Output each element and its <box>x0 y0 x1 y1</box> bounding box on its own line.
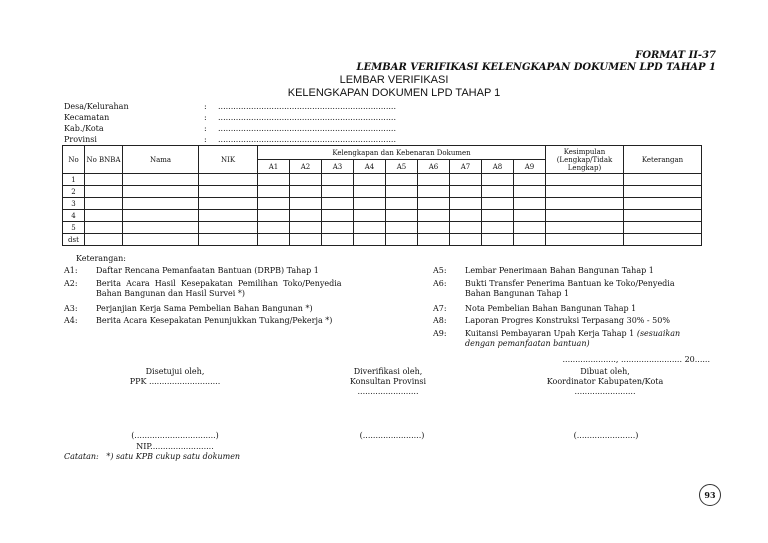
identity-blank: ...................................................................... <box>218 113 397 122</box>
format-subtitle: LEMBAR VERIFIKASI KELENGKAPAN DOKUMEN LPD TAHAP 1 <box>356 62 716 73</box>
table-row <box>63 198 702 210</box>
konsultan-title: Konsultan Provinsi <box>349 377 427 386</box>
ppk-role: Disetujui oleh, <box>145 367 205 376</box>
table-row <box>63 186 702 198</box>
row-number: 5 <box>63 222 85 234</box>
note-a5 <box>433 266 723 276</box>
col-header-kesimpulan: Kesimpulan (Lengkap/Tidak Lengkap) <box>546 146 624 174</box>
col-header-a7: A7 <box>450 160 482 174</box>
identity-blank: ...................................................................... <box>218 135 397 144</box>
row-number: 3 <box>63 198 85 210</box>
konsultan-role: Diverifikasi oleh, <box>353 367 423 376</box>
identity-blank: ...................................................................... <box>218 102 397 111</box>
note-a1 <box>64 266 424 276</box>
identity-label: Kab./Kota <box>64 124 104 133</box>
note-text: Berita Acara Hasil Kesepakatan Pemilihan Toko/Penyedia <box>96 279 342 288</box>
table-row <box>63 222 702 234</box>
note-code: A5: <box>433 266 447 275</box>
table-row <box>63 234 702 246</box>
korkab-role: Dibuat oleh, <box>580 367 630 376</box>
col-header-bnba: No BNBA <box>85 146 123 174</box>
note-code: A4: <box>64 316 78 325</box>
note-a4 <box>64 316 424 326</box>
note-code: A9: <box>433 329 447 338</box>
note-code: A7: <box>433 304 447 313</box>
title-line-2: KELENGKAPAN DOKUMEN LPD TAHAP 1 <box>287 87 501 99</box>
page-number: 93 <box>699 484 721 506</box>
identity-row: Provinsi : ...................................................................... <box>64 135 397 144</box>
note-a8 <box>433 316 723 326</box>
col-header-a9: A9 <box>514 160 546 174</box>
note-text: Kuitansi Pembayaran Upah Kerja Tahap 1 <box>465 329 635 338</box>
note-text: Perjanjian Kerja Sama Pembelian Bahan Bangunan *) <box>96 304 313 313</box>
table-row <box>63 174 702 186</box>
col-header-a6: A6 <box>418 160 450 174</box>
signature-ppk <box>95 367 255 387</box>
col-header-group: Kelengkapan dan Kebenaran Dokumen <box>258 146 546 160</box>
note-text-cont: Bahan Bangunan Tahap 1 <box>465 289 570 298</box>
note-a9 <box>433 329 733 349</box>
row-number: 2 <box>63 186 85 198</box>
korkab-blank: ........................ <box>574 387 636 396</box>
korkab-title: Koordinator Kabupaten/Kota <box>546 377 664 386</box>
konsultan-blank: ........................ <box>357 387 419 396</box>
footnote-label: Catatan: <box>64 452 99 461</box>
note-text: Berita Acara Kesepakatan Penunjukkan Tukang/Pekerja *) <box>96 316 333 325</box>
note-a2 <box>64 279 424 299</box>
note-code: A1: <box>64 266 78 275</box>
col-header-nama: Nama <box>123 146 199 174</box>
format-header <box>357 50 716 74</box>
korkab-name-line: (.......................) <box>573 431 639 440</box>
identity-label: Kecamatan <box>64 113 110 122</box>
page-title <box>0 74 768 100</box>
identity-row: Kab./Kota : ...................................................................... <box>64 124 397 133</box>
note-text: Bukti Transfer Penerima Bantuan ke Toko/Penyedia <box>465 279 675 288</box>
note-a7 <box>433 304 723 314</box>
footnote-text: *) satu KPB cukup satu dokumen <box>106 452 241 461</box>
col-header-a5: A5 <box>386 160 418 174</box>
col-header-nik: NIK <box>199 146 258 174</box>
identity-row: Kecamatan : ...................................................................... <box>64 113 397 122</box>
note-a6 <box>433 279 723 299</box>
identity-label: Provinsi <box>64 135 97 144</box>
note-text: Nota Pembelian Bahan Bangunan Tahap 1 <box>465 304 637 313</box>
identity-blank: ...................................................................... <box>218 124 397 133</box>
col-header-keterangan: Keterangan <box>624 146 702 174</box>
col-header-a2: A2 <box>290 160 322 174</box>
format-code: FORMAT II-37 <box>635 50 716 61</box>
row-number: 1 <box>63 174 85 186</box>
note-code: A3: <box>64 304 78 313</box>
table-row <box>63 210 702 222</box>
title-line-1: LEMBAR VERIFIKASI <box>339 74 449 86</box>
footnote <box>64 452 240 461</box>
date-line: ....................., ........................ 20...... <box>562 355 710 364</box>
notes-title: Keterangan: <box>76 254 126 263</box>
signature-konsultan <box>308 367 468 397</box>
note-a3 <box>64 304 424 314</box>
note-code: A2: <box>64 279 78 288</box>
col-header-a3: A3 <box>322 160 354 174</box>
note-code: A6: <box>433 279 447 288</box>
signature-korkab <box>515 367 695 397</box>
identity-label: Desa/Kelurahan <box>64 102 129 111</box>
col-header-a4: A4 <box>354 160 386 174</box>
note-text-cont: dengan pemanfaatan bantuan) <box>465 339 590 348</box>
ppk-nip: NIP......................... <box>136 442 214 451</box>
col-header-no: No <box>63 146 85 174</box>
note-text: Daftar Rencana Pemanfaatan Bantuan (DRPB) Tahap 1 <box>96 266 319 275</box>
row-number: dst <box>63 234 85 246</box>
identity-row: Desa/Kelurahan : ...................................................................... <box>64 102 397 111</box>
col-header-a1: A1 <box>258 160 290 174</box>
note-text: Laporan Progres Konstruksi Terpasang 30% - 50% <box>465 316 670 325</box>
note-text-cont: Bahan Bangunan dan Hasil Survei *) <box>96 289 245 298</box>
identity-fields <box>64 101 396 145</box>
note-text-italic: (sesuaikan <box>634 329 681 338</box>
ppk-name-line: (................................) <box>131 431 219 440</box>
ppk-title: PPK ............................ <box>129 377 221 386</box>
note-text: Lembar Penerimaan Bahan Bangunan Tahap 1 <box>465 266 654 275</box>
row-number: 4 <box>63 210 85 222</box>
konsultan-name-line: (.......................) <box>359 431 425 440</box>
note-code: A8: <box>433 316 447 325</box>
verification-table <box>62 145 702 246</box>
col-header-a8: A8 <box>482 160 514 174</box>
